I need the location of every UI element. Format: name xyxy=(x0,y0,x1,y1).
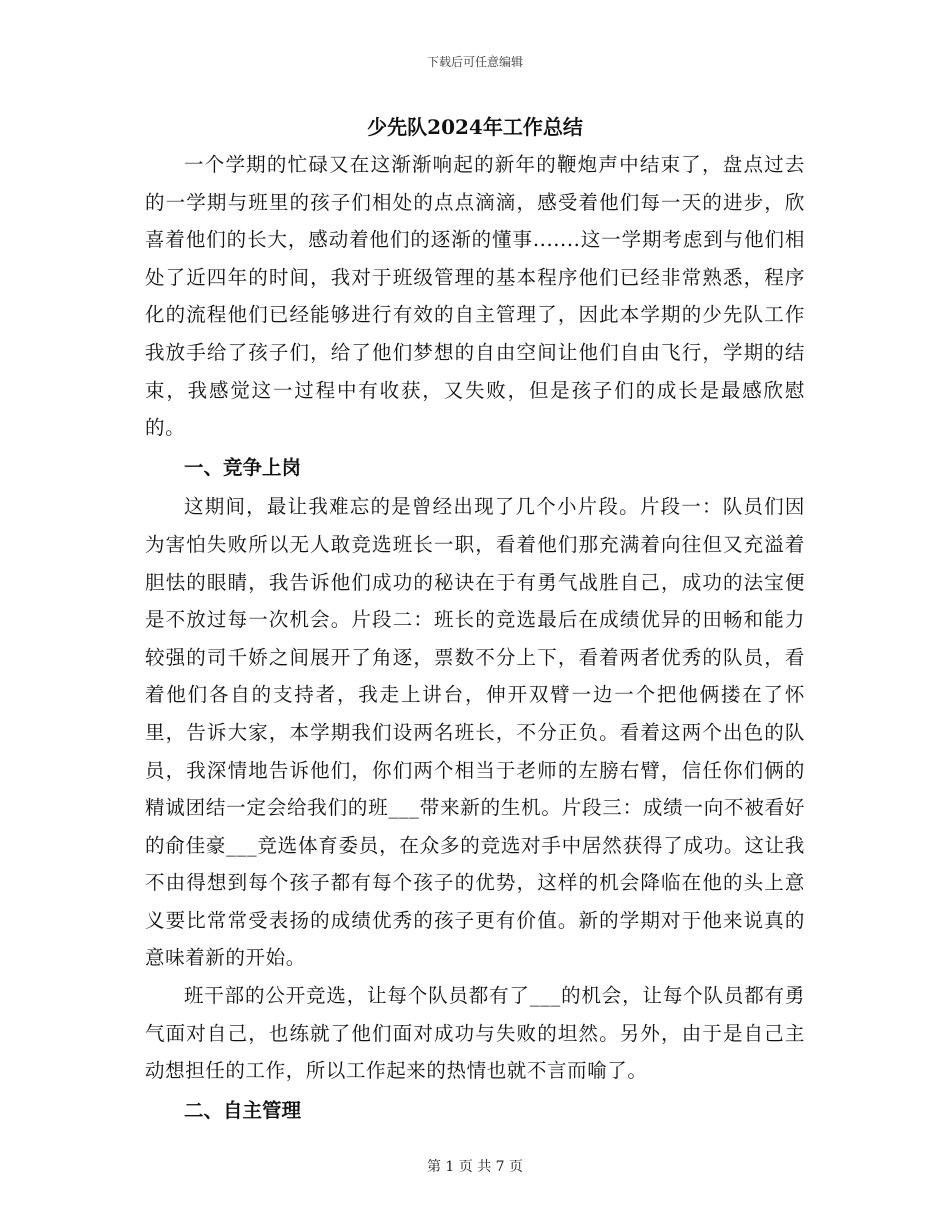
section-heading-1: 一、竞争上岗 xyxy=(184,455,302,479)
document-title: 少先队2024年工作总结 xyxy=(367,115,583,139)
intro-paragraph: 一个学期的忙碌又在这渐渐响起的新年的鞭炮声中结束了，盘点过去的一学期与班里的孩子们相处的点点滴滴，感受着他们每一天的进步，欣喜着他们的长大，感动着他们的逐渐的懂事.......这一学期考虑到与他们相处了近四年的时间，我对于班级管理的基本程序他们已经非常熟悉，程序化的流程他们已经能够进行有效的自主管理了，因此本学期的少先队工作我放手给了孩子们，给了他们梦想的自由空间让他们自由飞行，学期的结束，我感觉这一过程中有收获，又失败，但是孩子们的成长是最感欣慰的。 xyxy=(145,153,805,440)
document-body xyxy=(145,108,805,1131)
page-number-footer: 第 1 页 共 7 页 xyxy=(426,1159,524,1175)
page-header-note: 下载后可任意编辑 xyxy=(426,55,523,69)
section-heading-2: 二、自主管理 xyxy=(184,1098,302,1122)
section1-paragraph-2: 班干部的公开竞选，让每个队员都有了___的机会，让每个队员都有勇气面对自己，也练就了他们面对成功与失败的坦然。另外，由于是自己主动想担任的工作，所以工作起来的热情也就不言而喻了。 xyxy=(145,984,805,1083)
section1-paragraph-1: 这期间，最让我难忘的是曾经出现了几个小片段。片段一：队员们因为害怕失败所以无人敢竞选班长一职，看着他们那充满着向往但又充溢着胆怯的眼睛，我告诉他们成功的秘诀在于有勇气战胜自己，成功的法宝便是不放过每一次机会。片段二：班长的竞选最后在成绩优异的田畅和能力较强的司千娇之间展开了角逐，票数不分上下，看着两者优秀的队员，看着他们各自的支持者，我走上讲台，伸开双臂一边一个把他俩搂在了怀里，告诉大家，本学期我们设两名班长，不分正负。看着这两个出色的队员，我深情地告诉他们，你们两个相当于老师的左膀右臂，信任你们俩的精诚团结一定会给我们的班___带来新的生机。片段三：成绩一向不被看好的俞佳豪___竞选体育委员，在众多的竞选对手中居然获得了成功。这让我不由得想到每个孩子都有每个孩子的优势，这样的机会降临在他的头上意义要比常常受表扬的成绩优秀的孩子更有价值。新的学期对于他来说真的意味着新的开始。 xyxy=(145,495,805,970)
